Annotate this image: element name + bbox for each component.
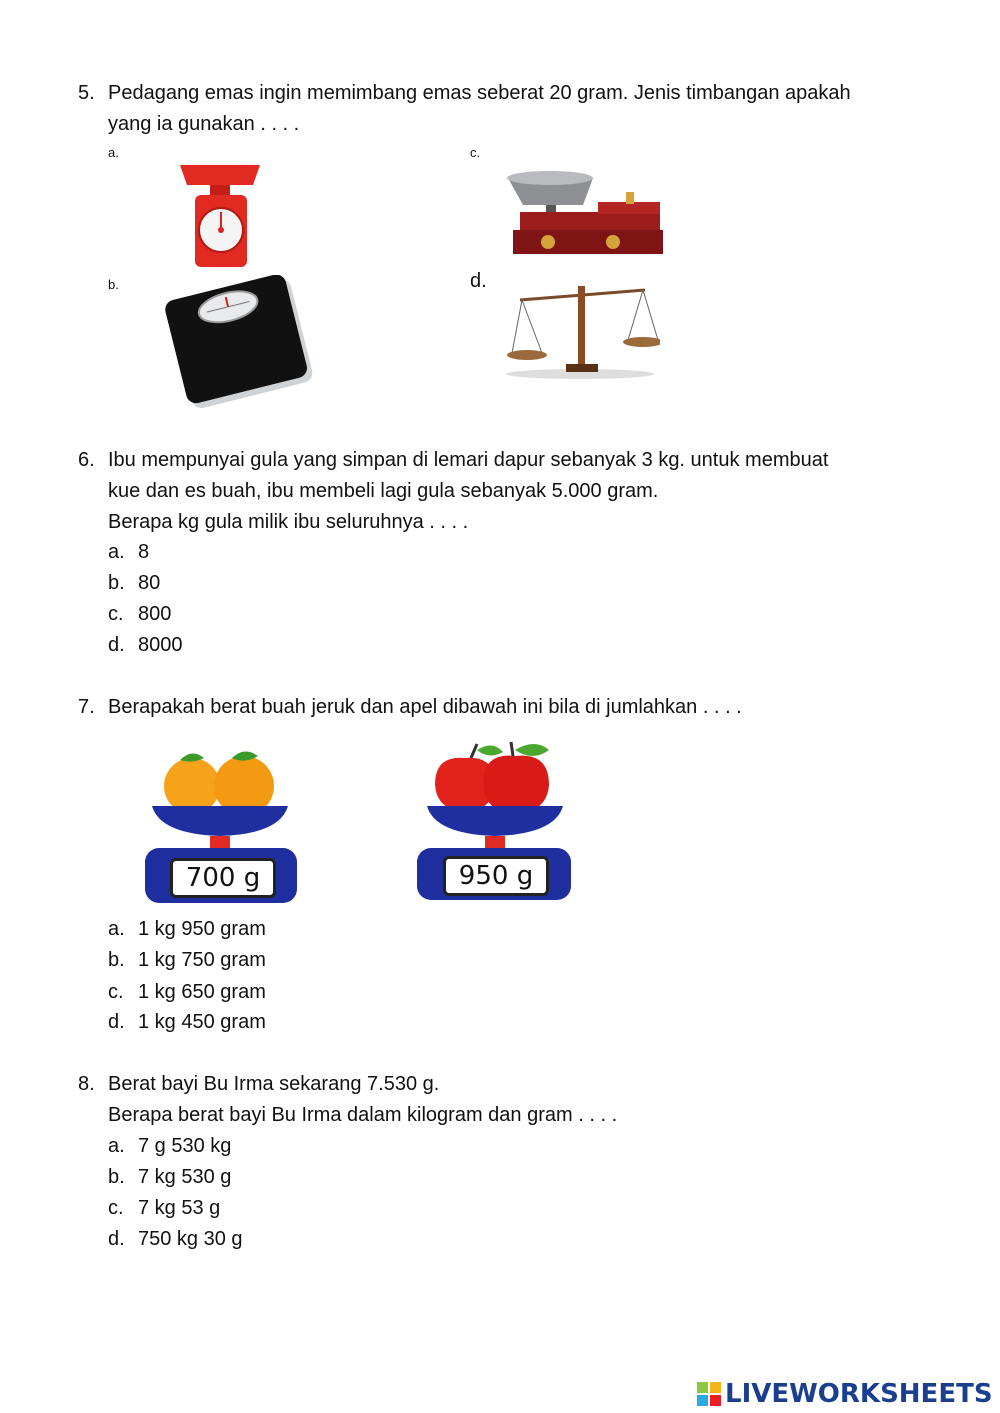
question-text: yang ia gunakan . . . . xyxy=(108,113,300,135)
option-label: a. xyxy=(108,1135,125,1157)
option-value: 750 kg 30 g xyxy=(138,1228,243,1250)
liveworksheets-grid-icon xyxy=(697,1382,721,1406)
question-text: Pedagang emas ingin memimbang emas seberat 20 gram. Jenis timbangan apakah xyxy=(108,82,851,104)
question-number: 6. xyxy=(78,449,95,471)
bathroom-scale-icon[interactable] xyxy=(165,275,315,410)
option-label-d[interactable]: d. xyxy=(470,270,487,292)
option-value: 1 kg 450 gram xyxy=(138,1011,266,1033)
option-label: a. xyxy=(108,541,125,563)
option-label: c. xyxy=(108,981,124,1003)
option-value: 7 kg 530 g xyxy=(138,1166,232,1188)
option-value: 80 xyxy=(138,572,161,594)
option-value: 800 xyxy=(138,603,172,625)
question-number: 7. xyxy=(78,696,95,718)
antique-scale-icon[interactable] xyxy=(498,150,678,262)
option-label: b. xyxy=(108,949,125,971)
scale-readout: 950 g xyxy=(443,856,549,896)
option-label: d. xyxy=(108,1011,125,1033)
question-text: Ibu mempunyai gula yang simpan di lemari dapur sebanyak 3 kg. untuk membuat xyxy=(108,449,829,471)
balance-scale-icon[interactable] xyxy=(500,278,660,380)
option-value: 7 kg 53 g xyxy=(138,1197,221,1219)
option-value: 8000 xyxy=(138,634,183,656)
apple-scale xyxy=(415,740,575,905)
option-value: 8 xyxy=(138,541,150,563)
option-label: c. xyxy=(108,603,124,625)
orange-scale xyxy=(140,748,305,908)
question-text: Berapa berat bayi Bu Irma dalam kilogram dan gram . . . . xyxy=(108,1104,618,1126)
option-label: a. xyxy=(108,918,125,940)
question-number: 5. xyxy=(78,82,95,104)
option-value: 1 kg 750 gram xyxy=(138,949,266,971)
option-label: c. xyxy=(108,1197,124,1219)
option-value: 1 kg 650 gram xyxy=(138,981,266,1003)
question-text: Berapakah berat buah jeruk dan apel dibawah ini bila di jumlahkan . . . . xyxy=(108,696,742,718)
option-label: b. xyxy=(108,572,125,594)
question-text: Berat bayi Bu Irma sekarang 7.530 g. xyxy=(108,1073,440,1095)
option-label-b[interactable]: b. xyxy=(108,277,119,292)
option-value: 1 kg 950 gram xyxy=(138,918,266,940)
option-label: b. xyxy=(108,1166,125,1188)
option-label: d. xyxy=(108,634,125,656)
option-label-c[interactable]: c. xyxy=(470,145,481,160)
question-text: kue dan es buah, ibu membeli lagi gula sebanyak 5.000 gram. xyxy=(108,480,659,502)
option-label-a[interactable]: a. xyxy=(108,145,119,160)
liveworksheets-logo[interactable] xyxy=(697,1378,993,1410)
scale-readout: 700 g xyxy=(170,858,276,898)
option-label: d. xyxy=(108,1228,125,1250)
question-number: 8. xyxy=(78,1073,95,1095)
option-value: 7 g 530 kg xyxy=(138,1135,232,1157)
question-text: Berapa kg gula milik ibu seluruhnya . . . . xyxy=(108,511,469,533)
logo-text: LIVEWORKSHEETS xyxy=(725,1379,993,1409)
kitchen-scale-icon[interactable] xyxy=(175,160,265,270)
